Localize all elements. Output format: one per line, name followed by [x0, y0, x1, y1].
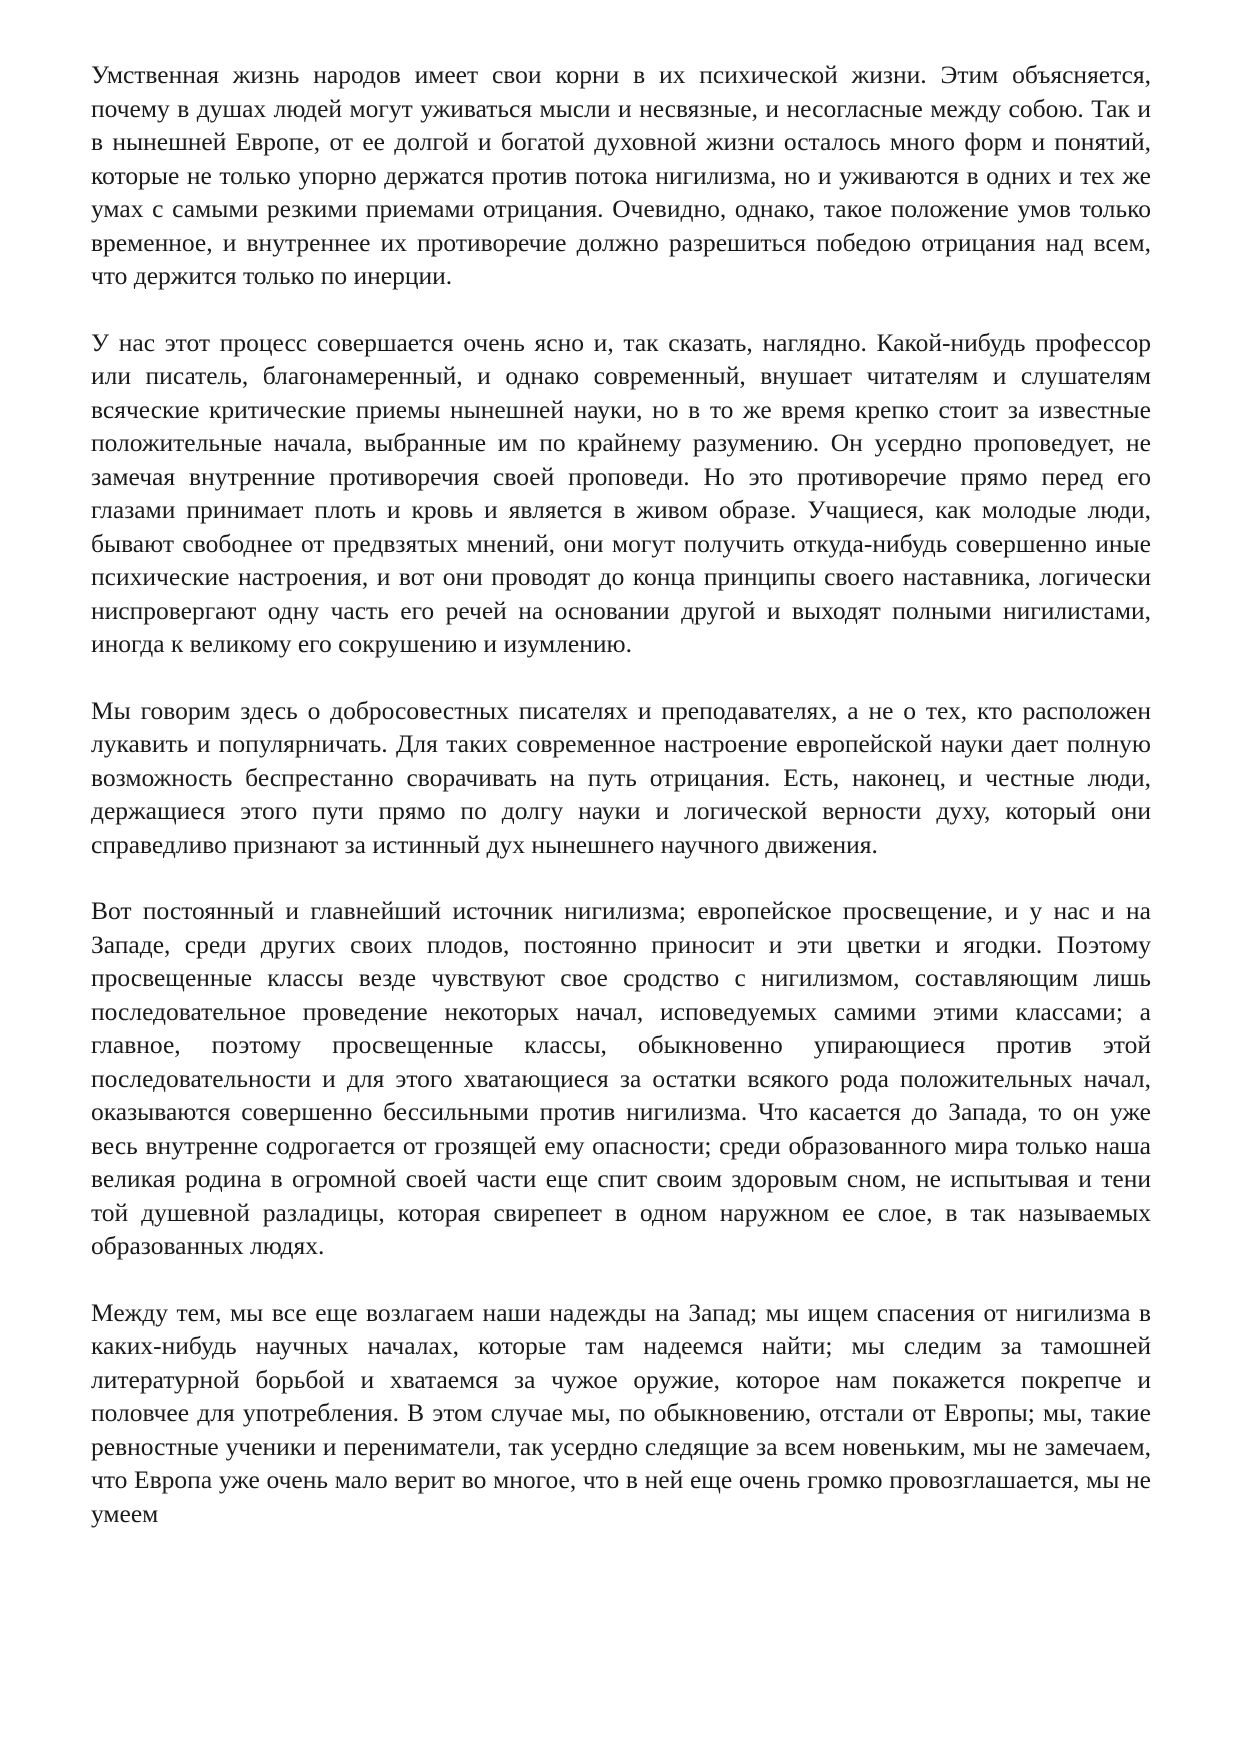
- document-page: [91, 58, 1151, 1530]
- paragraph: Между тем, мы все еще возлагаем наши надежды на Запад; мы ищем спасения от нигилизма в каких-нибудь научных началах, которые там надеемся найти; мы следим за тамошней литературной борьбой и хватаемся за чужое оружие, которое нам покажется покрепче и половчее для употребления. В этом случае мы, по обыкновению, отстали от Европы; мы, такие ревностные ученики и перениматели, так усердно следящие за всем новеньким, мы не замечаем, что Европа уже очень мало верит во многое, что в ней еще очень громко провозглашается, мы не умеем: [91, 1297, 1151, 1528]
- paragraph: Вот постоянный и главнейший источник нигилизма; европейское просвещение, и у нас и на Западе, среди других своих плодов, постоянно приносит и эти цветки и ягодки. Поэтому просвещенные классы везде чувствуют свое сродство с нигилизмом, составляющим лишь последовательное проведение некоторых начал, исповедуемых самими этими классами; а главное, поэтому просвещенные классы, обыкновенно упирающиеся против этой последовательности и для этого хватающиеся за остатки всякого рода положительных начал, оказываются совершенно бессильными против нигилизма. Что касается до Запада, то он уже весь внутренне содрогается от грозящей ему опасности; среди образованного мира только наша великая родина в огромной своей части еще спит своим здоровым сном, не испытывая и тени той душевной разладицы, которая свирепеет в одном наружном ее слое, в так называемых образованных людях.: [91, 896, 1151, 1260]
- paragraph: Умственная жизнь народов имеет свои корни в их психической жизни. Этим объясняется, почему в душах людей могут уживаться мысли и несвязные, и несогласные между собою. Так и в нынешней Европе, от ее долгой и богатой духовной жизни осталось много форм и понятий, которые не только упорно держатся против потока нигилизма, но и уживаются в одних и тех же умах с самыми резкими приемами отрицания. Очевидно, однако, такое положение умов только временное, и внутреннее их противоречие должно разрешиться победою отрицания над всем, что держится только по инерции.: [91, 60, 1151, 290]
- paragraph: Мы говорим здесь о добросовестных писателях и преподавателях, а не о тех, кто расположен лукавить и популярничать. Для таких современное настроение европейской науки дает полную возможность беспрестанно сворачивать на путь отрицания. Есть, наконец, и честные люди, держащиеся этого пути прямо по долгу науки и логической верности духу, который они справедливо признают за истинный дух нынешнего научного движения.: [91, 695, 1151, 859]
- paragraph: У нас этот процесс совершается очень ясно и, так сказать, наглядно. Какой-нибудь профессор или писатель, благонамеренный, и однако современный, внушает читателям и слушателям всяческие критические приемы нынешней науки, но в то же время крепко стоит за известные положительные начала, выбранные им по крайнему разумению. Он усердно проповедует, не замечая внутренние противоречия своей проповеди. Но это противоречие прямо перед его глазами принимает плоть и кровь и является в живом образе. Учащиеся, как молодые люди, бывают свободнее от предвзятых мнений, они могут получить откуда-нибудь совершенно иные психические настроения, и вот они проводят до конца принципы своего наставника, логически ниспровергают одну часть его речей на основании другой и выходят полными нигилистами, иногда к великому его сокрушению и изумлению.: [91, 327, 1151, 658]
